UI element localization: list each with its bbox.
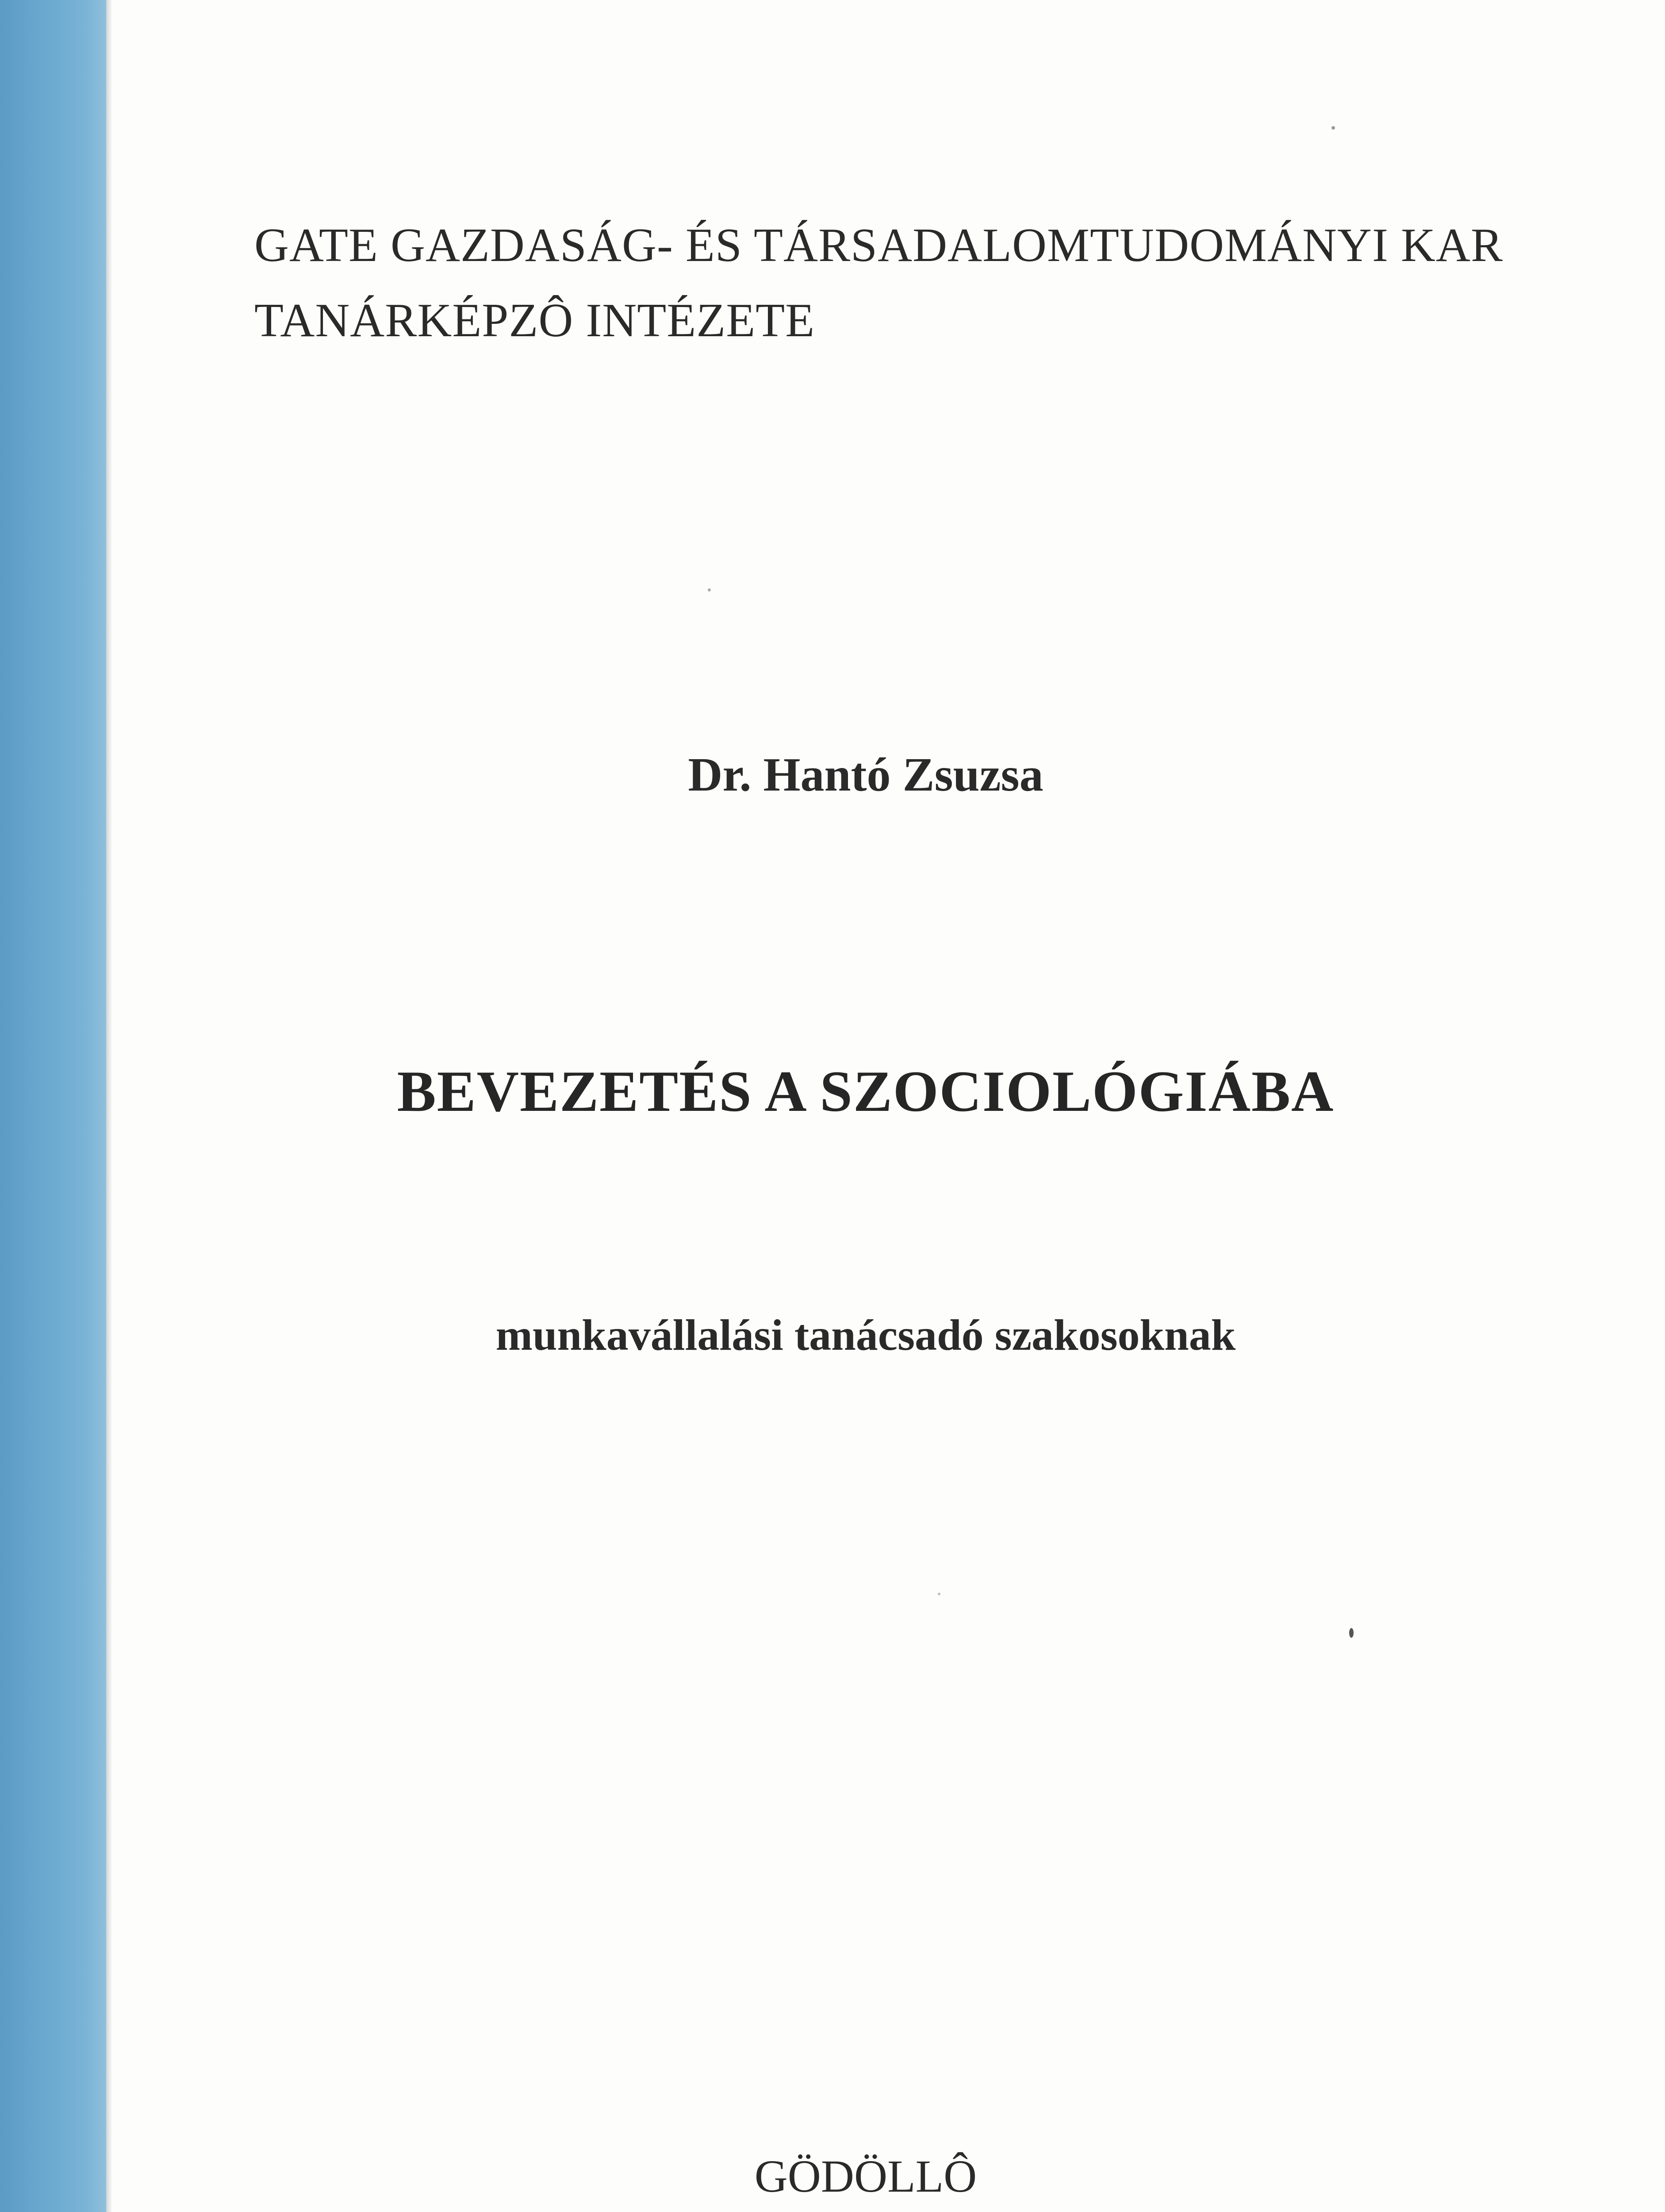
- institution-header: [254, 208, 1503, 358]
- book-title: BEVEZETÉS A SZOCIOLÓGIÁBA: [397, 1059, 1335, 1124]
- author-name: Dr. Hantó Zsuzsa: [688, 749, 1044, 801]
- institution-line-2: TANÁRKÉPZÔ INTÉZETE: [254, 294, 815, 347]
- scan-speck: [1331, 126, 1335, 130]
- book-subtitle: munkavállalási tanácsadó szakosoknak: [495, 1310, 1236, 1359]
- scan-speck: [938, 1593, 940, 1595]
- scan-speck: [1349, 1628, 1354, 1638]
- publication-place: GÖDÖLLÔ: [754, 2151, 977, 2202]
- scan-speck: [708, 588, 711, 591]
- institution-line-1: GATE GAZDASÁG- ÉS TÁRSADALOMTUDOMÁNYI KAR: [254, 219, 1504, 272]
